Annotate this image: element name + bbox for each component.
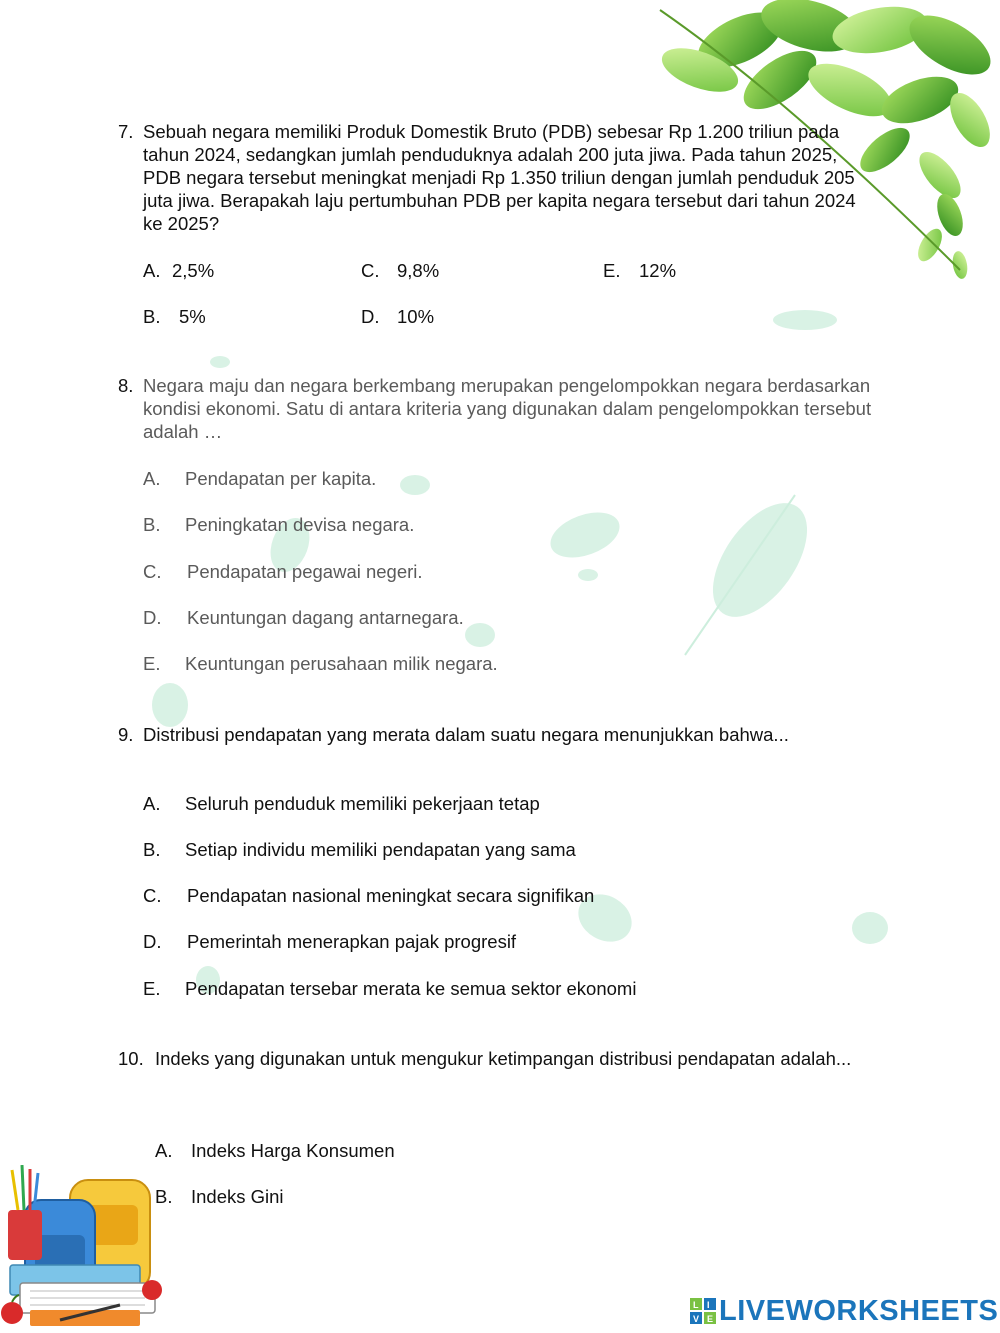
option-text: Peningkatan devisa negara. <box>185 514 415 535</box>
option-9b[interactable] <box>143 838 576 861</box>
option-7c[interactable] <box>361 259 439 282</box>
option-text: Pendapatan tersebar merata ke semua sektor ekonomi <box>185 978 637 999</box>
liveworksheets-logo <box>690 1294 998 1328</box>
option-8d[interactable] <box>143 606 464 629</box>
option-letter: C. <box>143 561 162 582</box>
option-9a[interactable] <box>143 792 540 815</box>
question-9 <box>118 723 878 746</box>
question-text: Sebuah negara memiliki Produk Domestik Bruto (PDB) sebesar Rp 1.200 triliun pada tahun 2024, sedangkan jumlah penduduknya adalah 200 juta jiwa. Pada tahun 2025, PDB negara tersebut meningkat menjadi Rp 1.350 triliun dengan jumlah penduduk 205 juta jiwa. Berapakah laju pertumbuhan PDB per kapita negara tersebut dari tahun 2024 ke 2025? <box>143 121 856 234</box>
option-letter: A. <box>155 1140 173 1161</box>
option-letter: D. <box>143 931 162 952</box>
option-letter: C. <box>361 260 380 281</box>
option-8a[interactable] <box>143 467 376 490</box>
question-number: 10. <box>118 1048 144 1069</box>
option-text: 5% <box>179 306 206 327</box>
option-text: Pendapatan nasional meningkat secara signifikan <box>187 885 595 906</box>
option-text: Pendapatan per kapita. <box>185 468 377 489</box>
option-9c[interactable] <box>143 884 594 907</box>
option-text: Pemerintah menerapkan pajak progresif <box>187 931 517 952</box>
option-letter: B. <box>155 1186 173 1207</box>
option-letter: B. <box>143 306 161 327</box>
question-number: 7. <box>118 121 134 142</box>
option-text: 10% <box>397 306 435 327</box>
question-text: Negara maju dan negara berkembang merupakan pengelompokkan negara berdasarkan kondisi ekonomi. Satu di antara kriteria yang digunakan dalam pengelompokkan tersebut adalah … <box>143 375 872 442</box>
option-letter: C. <box>143 885 162 906</box>
question-7 <box>118 120 878 235</box>
logo-text: LIVEWORKSHEETS <box>719 1294 999 1327</box>
option-letter: D. <box>143 607 162 628</box>
question-10 <box>118 1047 878 1070</box>
option-letter: B. <box>143 514 161 535</box>
option-7a[interactable] <box>143 259 214 282</box>
option-9e[interactable] <box>143 977 636 1000</box>
option-7d[interactable] <box>361 305 434 328</box>
school-supplies-illustration <box>0 1165 170 1333</box>
logo-badge-letter-e: E <box>707 1314 714 1324</box>
option-text: Keuntungan perusahaan milik negara. <box>185 653 498 674</box>
question-text: Distribusi pendapatan yang merata dalam suatu negara menunjukkan bahwa... <box>143 724 789 745</box>
option-9d[interactable] <box>143 930 516 953</box>
question-8 <box>118 374 878 443</box>
option-letter: E. <box>143 653 161 674</box>
logo-badge-letter-v: V <box>693 1314 700 1324</box>
option-text: 2,5% <box>172 260 215 281</box>
question-number: 9. <box>118 724 134 745</box>
option-8e[interactable] <box>143 652 498 675</box>
option-text: Indeks Gini <box>191 1186 284 1207</box>
option-8c[interactable] <box>143 560 423 583</box>
option-text: Indeks Harga Konsumen <box>191 1140 395 1161</box>
option-letter: D. <box>361 306 380 327</box>
option-text: Setiap individu memiliki pendapatan yang sama <box>185 839 576 860</box>
logo-badge-letter-l: L <box>693 1300 699 1310</box>
option-7e[interactable] <box>603 259 676 282</box>
option-letter: A. <box>143 260 161 281</box>
option-text: 12% <box>639 260 677 281</box>
question-text: Indeks yang digunakan untuk mengukur ketimpangan distribusi pendapatan adalah... <box>155 1048 852 1069</box>
logo-badge-icon <box>690 1298 716 1324</box>
option-letter: B. <box>143 839 161 860</box>
option-letter: A. <box>143 793 161 814</box>
logo-badge-letter-i: I <box>707 1300 710 1310</box>
option-10a[interactable] <box>155 1139 395 1162</box>
option-7b[interactable] <box>143 305 206 328</box>
question-number: 8. <box>118 375 134 396</box>
option-text: Keuntungan dagang antarnegara. <box>187 607 464 628</box>
option-letter: E. <box>603 260 621 281</box>
option-text: Seluruh penduduk memiliki pekerjaan tetap <box>185 793 540 814</box>
option-text: 9,8% <box>397 260 440 281</box>
option-letter: A. <box>143 468 161 489</box>
option-text: Pendapatan pegawai negeri. <box>187 561 423 582</box>
option-letter: E. <box>143 978 161 999</box>
option-8b[interactable] <box>143 513 414 536</box>
option-10b[interactable] <box>155 1185 284 1208</box>
